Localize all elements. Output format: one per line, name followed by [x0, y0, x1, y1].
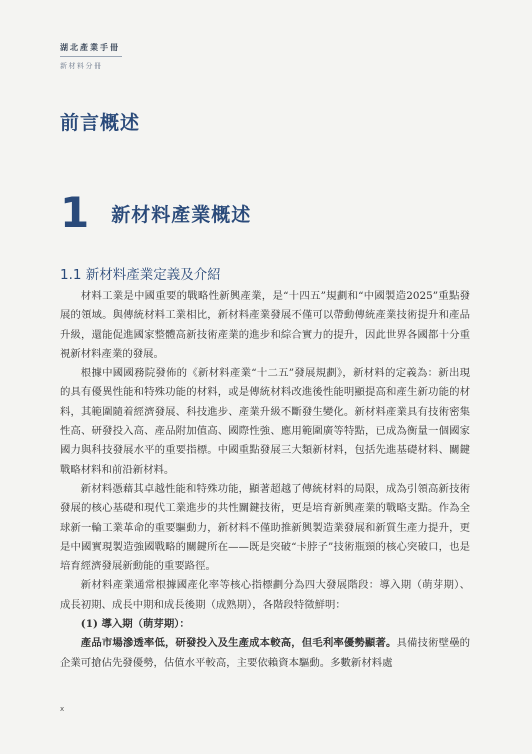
stage-rest-text: 具備技術壁壘的企業可搶佔先發優勢，估值水平較高，主要依賴資本驅動。多數新材料處: [60, 637, 471, 669]
paragraph: 材料工業是中國重要的戰略性新興產業，是“十四五”規劃和“中國製造2025”重點發展的領域。與傳統材料工業相比，新材料產業發展不僅可以帶動傳統產業技術提升和產品升級，還能促進國家整體高新技術產業的進步和綜合實力的提升，因此世界各國都十分重視新材料產業的發展。: [60, 290, 470, 360]
running-head-title: 湖北產業手冊: [60, 43, 120, 52]
running-head: [60, 42, 122, 71]
running-head-rule: [60, 56, 122, 57]
running-head-subtitle: 新材料分冊: [60, 62, 103, 70]
page-number: x: [60, 705, 65, 713]
stage-bold-text: 產品市場滲透率低，研發投入及生產成本較高，但毛利率優勢顯著。: [80, 637, 397, 650]
body-text: [60, 287, 470, 673]
section-title: 1.1 新材料產業定義及介紹: [60, 267, 221, 283]
stage-paragraph: [60, 634, 470, 673]
chapter-number: 1: [60, 188, 90, 237]
chapter-heading: [60, 188, 252, 237]
paragraph: 新材料產業通常根據國產化率等核心指標劃分為四大發展階段：導入期（萌芽期）、成長初期、成長中期和成長後期（成熟期），各階段特徵鮮明：: [60, 579, 470, 611]
paragraph: 新材料憑藉其卓越性能和特殊功能，顯著超越了傳統材料的局限，成為引領高新技術發展的核心基礎和現代工業進步的共性關鍵技術，更是培育新興產業的戰略支點。作為全球新一輪工業革命的重要驅動力，新材料不僅助推新興製造業發展和新質生產力提升，更是中國實現製造強國戰略的關鍵所在——既是突破“卡脖子”技術瓶頸的核心突破口，也是培育經濟發展新動能的重要路徑。: [60, 482, 470, 573]
stage-heading: (1) 導入期（萌芽期）：: [80, 618, 190, 631]
paragraph: 根據中國國務院發佈的《新材料產業“十二五”發展規劃》，新材料的定義為：新出現的具有優異性能和特殊功能的材料，或是傳統材料改進後性能明顯提高和產生新功能的材料，其範圍隨着經濟發展、科技進步、產業升級不斷發生變化。新材料產業具有技術密集性高、研發投入高、產品附加值高、國際性強、應用範圍廣等特點，已成為衡量一個國家國力與科技發展水平的重要指標。中國重點發展三大類新材料，包括先進基礎材料、關鍵戰略材料和前沿新材料。: [60, 367, 470, 476]
chapter-title: 新材料產業概述: [111, 203, 252, 226]
preface-title: 前言概述: [60, 112, 141, 134]
